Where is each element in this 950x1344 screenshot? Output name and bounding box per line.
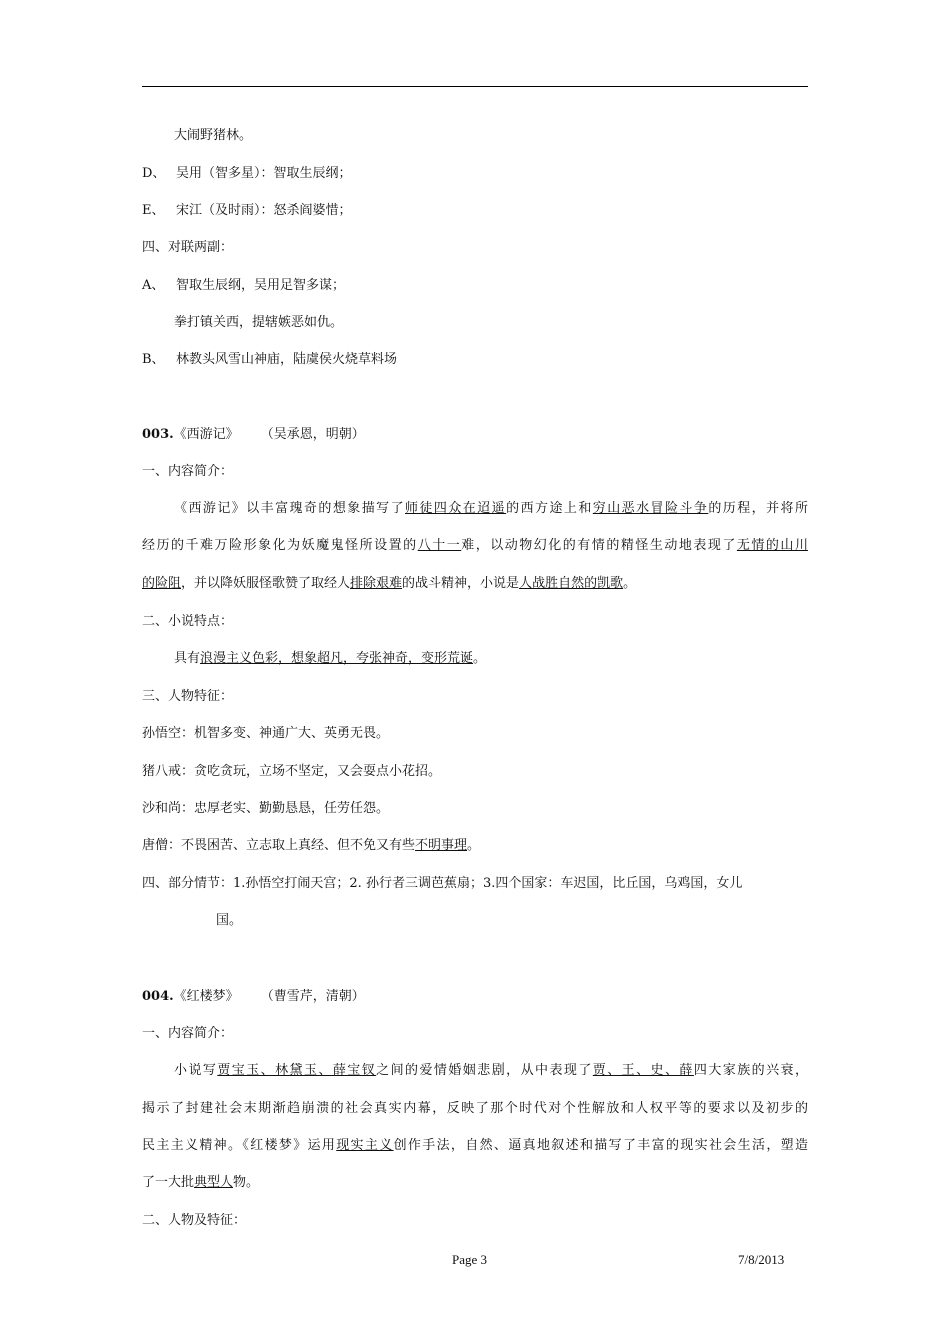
character-item: 唐僧：不畏困苦、立志取上真经、但不免又有些不明事理。 xyxy=(142,838,481,853)
section-heading: 三、人物特征： xyxy=(142,689,234,704)
paragraph-line: 具有浪漫主义色彩，想象超凡，夸张神奇，变形荒诞。 xyxy=(174,651,487,666)
character-item: 猪八戒：贪吃贪玩，立场不坚定，又会耍点小花招。 xyxy=(142,764,442,779)
page-number: Page 3 xyxy=(452,1252,488,1267)
section-heading: 二、人物及特征： xyxy=(142,1213,247,1228)
section-title-004: 004.《红楼梦》 （曹雪芹，清朝） xyxy=(142,989,365,1004)
section-heading: 四、对联两副： xyxy=(142,240,234,255)
couplet-a-line2: 拳打镇关西，提辖嫉恶如仇。 xyxy=(174,315,344,330)
plot-summary-cont: 国。 xyxy=(216,913,243,928)
couplet-a: A、 智取生辰纲，吴用足智多谋； xyxy=(142,278,346,293)
character-item: 沙和尚：忠厚老实、勤勤恳恳，任劳任怨。 xyxy=(142,801,390,816)
paragraph-line: 了一大批典型人物。 xyxy=(142,1175,260,1190)
list-item: E、 宋江（及时雨）：怒杀阎婆惜； xyxy=(142,203,352,218)
section-heading: 一、内容简介： xyxy=(142,464,234,479)
paragraph-line: 小说写贾宝玉、林黛玉、薛宝钗之间的爱情婚姻悲剧，从中表现了贾、王、史、薛四大家族的兴衰， xyxy=(174,1063,808,1078)
list-item: D、 吴用（智多星）：智取生辰纲； xyxy=(142,166,352,181)
plot-summary: 四、部分情节：1.孙悟空打闹天宫；2. 孙行者三调芭蕉扇；3.四个国家：车迟国，比丘国，乌鸡国，女儿 xyxy=(142,876,743,891)
section-heading: 一、内容简介： xyxy=(142,1026,234,1041)
couplet-b: B、 林教头风雪山神庙，陆虞侯火烧草料场 xyxy=(142,352,398,367)
paragraph-line: 《西游记》以丰富瑰奇的想象描写了师徒四众在迢遥的西方途上和穷山恶水冒险斗争的历程，并将所 xyxy=(174,501,808,516)
paragraph-line: 揭示了封建社会末期渐趋崩溃的社会真实内幕，反映了那个时代对个性解放和人权平等的要求以及初步的 xyxy=(142,1101,808,1116)
paragraph-line: 的险阻，并以降妖服怪歌赞了取经人排除艰难的战斗精神，小说是人战胜自然的凯歌。 xyxy=(142,576,637,591)
character-item: 孙悟空：机智多变、神通广大、英勇无畏。 xyxy=(142,726,390,741)
paragraph-line: 民主主义精神。《红楼梦》运用现实主义创作手法，自然、逼真地叙述和描写了丰富的现实社会生活，塑造 xyxy=(142,1138,808,1153)
header-rule xyxy=(142,86,808,87)
paragraph-continuation: 大闹野猪林。 xyxy=(174,128,253,143)
section-title-003: 003.《西游记》 （吴承恩，明朝） xyxy=(142,427,365,442)
section-heading: 二、小说特点： xyxy=(142,614,234,629)
footer-date: 7/8/2013 xyxy=(738,1252,785,1267)
paragraph-line: 经历的千难万险形象化为妖魔鬼怪所设置的八十一难，以动物幻化的有情的精怪生动地表现了无情的山川 xyxy=(142,538,808,553)
